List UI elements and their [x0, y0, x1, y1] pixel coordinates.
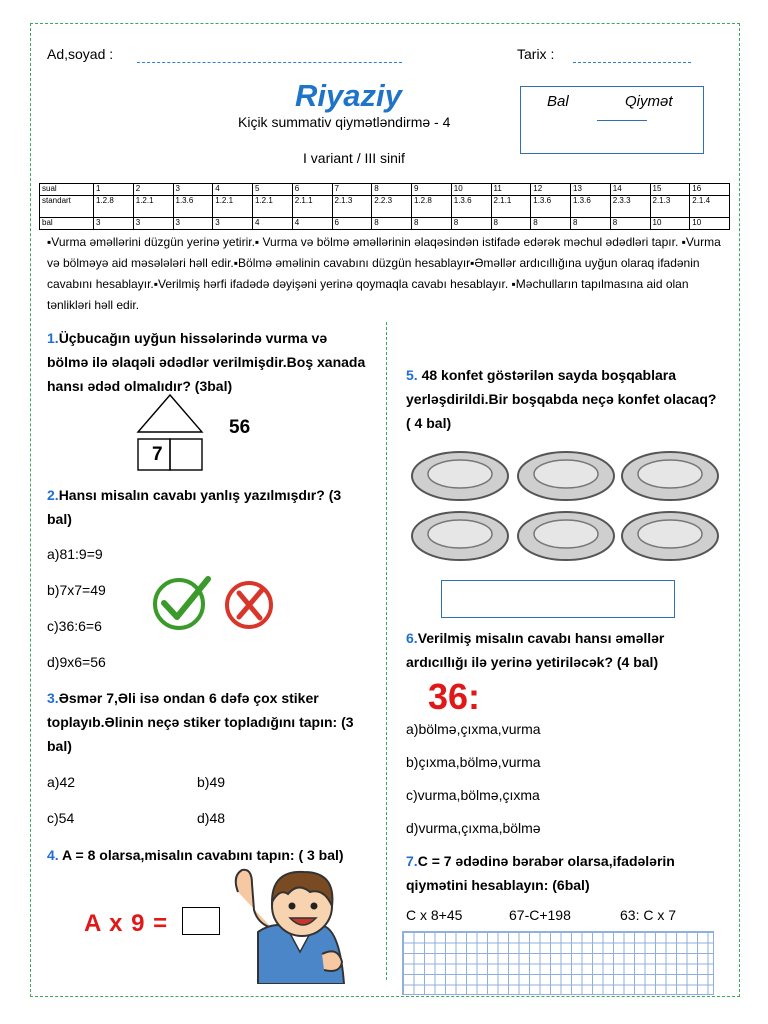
standards-cell: sual	[40, 184, 94, 196]
q2-option-c[interactable]: c)36:6=6	[47, 618, 102, 634]
standards-cell: 2	[133, 184, 173, 196]
standards-cell: bal	[40, 218, 94, 230]
standards-cell: 10	[650, 218, 690, 230]
grade-box	[520, 86, 704, 154]
subtitle: Kiçik summativ qiymətləndirmə - 4	[238, 114, 451, 130]
page-title: Riyaziy	[295, 78, 402, 113]
q6-option-a[interactable]: a)bölmə,çıxma,vurma	[406, 721, 541, 737]
standards-cell: 1	[94, 184, 134, 196]
standards-cell: 2.1.3	[650, 196, 690, 218]
q2-option-b[interactable]: b)7x7=49	[47, 582, 106, 598]
standards-cell: 6	[332, 218, 372, 230]
date-field[interactable]	[573, 62, 691, 63]
standards-cell: 1.2.1	[213, 196, 253, 218]
standards-cell: 8	[531, 218, 571, 230]
plate	[620, 510, 720, 562]
empty-cell[interactable]	[170, 439, 202, 470]
q7-expression-2: 67-C+198	[509, 907, 571, 923]
plates-image	[406, 444, 728, 564]
standards-cell: 1.3.6	[531, 196, 571, 218]
name-field[interactable]	[137, 62, 402, 63]
q6-expression: 36:	[428, 676, 481, 717]
q3-option-b[interactable]: b)49	[197, 774, 226, 790]
standards-cell: 2.1.3	[332, 196, 372, 218]
standards-cell: 14	[610, 184, 650, 196]
standards-cell: 4	[253, 218, 293, 230]
standards-cell: 4	[213, 184, 253, 196]
standards-cell: standart	[40, 196, 94, 218]
triangle-house-figure	[134, 392, 206, 474]
plate	[410, 450, 510, 502]
standards-cell: 8	[491, 218, 531, 230]
plate	[410, 510, 510, 562]
question-1-number: 1.	[47, 330, 59, 346]
q7-expression-1: C x 8+45	[406, 907, 463, 923]
question-4-text: A = 8 olarsa,misalın cavabını tapın: ( 3 bal)	[58, 847, 344, 863]
standards-cell: 16	[690, 184, 730, 196]
question-5-text: 48 konfet göstərilən sayda boşqablara yerləşdirildi.Bir boşqabda neçə konfet olacaq? ( 4 bal)	[406, 367, 717, 431]
standards-cell: 13	[571, 184, 611, 196]
standards-cell: 1.2.8	[412, 196, 452, 218]
question-1-text: Üçbucağın uyğun hissələrində vurma və bölmə ilə əlaqəli ədədlər verilmişdir.Boş xanada hansı ədəd olmalıdır? (3bal)	[47, 330, 366, 394]
standards-cell: 1.2.1	[253, 196, 293, 218]
standards-cell: 6	[292, 184, 332, 196]
grade-qiymet-label: Qiymət	[625, 93, 673, 110]
learning-objectives: ▪Vurma əməllərini düzgün yerinə yetirir.▪ Vurma və bölmə əməllərinin əlaqəsindən istifadə edərək məchul ədədləri tapır. ▪Vurma və bölməyə aid məsələləri həll edir.▪Bölmə əməlinin cavabını düzgün hesablayır▪Əməllər ardıcıllığına uyğun olaraq ifadənin cavabını hesablayır.▪Verilmiş hərfi ifadədə dəyişəni yerinə qoymaqla cavabı hesablayır. ▪Məchulların tapılmasına aid olan tənlikləri həll edir.	[47, 235, 721, 312]
standards-cell: 8	[412, 218, 452, 230]
plate	[516, 510, 616, 562]
standards-cell: 4	[292, 218, 332, 230]
top-value: 56	[229, 417, 251, 438]
q7-expression-3: 63: C x 7	[620, 907, 677, 923]
grade-bal-label: Bal	[547, 93, 569, 110]
question-3-number: 3.	[47, 690, 59, 706]
standards-cell: 10	[451, 184, 491, 196]
q6-option-d[interactable]: d)vurma,çıxma,bölmə	[406, 820, 541, 836]
question-3-text: Əsmər 7,Əli isə ondan 6 dəfə çox stiker toplayıb.Əlinin neçə stiker topladığını tapın: (3 bal)	[47, 690, 354, 754]
variant-label: I variant / III sinif	[303, 150, 405, 166]
standards-cell: 3	[94, 218, 134, 230]
question-2	[47, 483, 369, 531]
standards-cell: 10	[690, 218, 730, 230]
standards-cell: 8	[610, 218, 650, 230]
question-7-number: 7.	[406, 853, 418, 869]
check-icon	[150, 573, 214, 631]
date-label: Tarix :	[517, 46, 555, 62]
question-5-number: 5.	[406, 367, 418, 383]
standards-cell: 3	[213, 218, 253, 230]
name-label: Ad,soyad :	[47, 46, 114, 62]
standards-cell: 3	[133, 218, 173, 230]
standards-cell: 8	[451, 218, 491, 230]
standards-row	[40, 196, 730, 218]
standards-cell: 1.3.6	[173, 196, 213, 218]
cross-icon	[224, 578, 282, 630]
standards-cell: 3	[173, 218, 213, 230]
question-7	[406, 849, 724, 897]
q3-option-c[interactable]: c)54	[47, 810, 75, 826]
grade-underline	[597, 120, 647, 121]
question-4-number: 4.	[47, 847, 59, 863]
standards-cell: 1.3.6	[571, 196, 611, 218]
q3-option-d[interactable]: d)48	[197, 810, 226, 826]
standards-cell: 8	[372, 184, 412, 196]
plate	[620, 450, 720, 502]
cartoon-boy-image	[228, 862, 352, 984]
q3-option-a[interactable]: a)42	[47, 774, 76, 790]
standards-cell: 1.3.6	[451, 196, 491, 218]
standards-cell: 9	[412, 184, 452, 196]
q4-expression: A x 9 =	[84, 910, 169, 937]
question-2-text: Hansı misalın cavabı yanlış yazılmışdır? (3 bal)	[47, 487, 342, 527]
standards-cell: 2.3.3	[610, 196, 650, 218]
standards-cell: 1.2.8	[94, 196, 134, 218]
standards-cell: 8	[571, 218, 611, 230]
question-7-text: C = 7 ədədinə bərabər olarsa,ifadələrin qiymətini hesablayın: (6bal)	[406, 853, 675, 893]
q5-answer-box[interactable]	[441, 580, 675, 618]
q2-option-d[interactable]: d)9x6=56	[47, 654, 106, 670]
standards-cell: 12	[531, 184, 571, 196]
question-6-number: 6.	[406, 630, 418, 646]
q2-option-a[interactable]: a)81:9=9	[47, 546, 103, 562]
standards-table	[39, 183, 730, 230]
work-grid[interactable]	[402, 931, 714, 995]
standards-cell: 2.1.1	[491, 196, 531, 218]
standards-cell: 3	[173, 184, 213, 196]
question-3	[47, 686, 369, 758]
q6-option-c[interactable]: c)vurma,bölmə,çıxma	[406, 787, 540, 803]
standards-cell: 1.2.1	[133, 196, 173, 218]
standards-cell: 7	[332, 184, 372, 196]
standards-cell: 2.2.3	[372, 196, 412, 218]
question-1	[47, 326, 369, 398]
plate	[516, 450, 616, 502]
q6-option-b[interactable]: b)çıxma,bölmə,vurma	[406, 754, 541, 770]
standards-cell: 11	[491, 184, 531, 196]
column-divider	[386, 322, 387, 980]
standards-row	[40, 184, 730, 196]
standards-cell: 5	[253, 184, 293, 196]
standards-row	[40, 218, 730, 230]
standards-cell: 2.1.4	[690, 196, 730, 218]
question-2-number: 2.	[47, 487, 59, 503]
question-6	[406, 626, 724, 674]
standards-cell: 15	[650, 184, 690, 196]
standards-cell: 8	[372, 218, 412, 230]
left-cell-value: 7	[152, 444, 163, 465]
standards-cell: 2.1.1	[292, 196, 332, 218]
question-6-text: Verilmiş misalın cavabı hansı əməllər ardıcıllığı ilə yerinə yetiriləcək? (4 bal)	[406, 630, 665, 670]
question-5	[406, 363, 724, 435]
triangle-top	[138, 395, 202, 432]
q4-answer-box[interactable]	[182, 907, 220, 935]
